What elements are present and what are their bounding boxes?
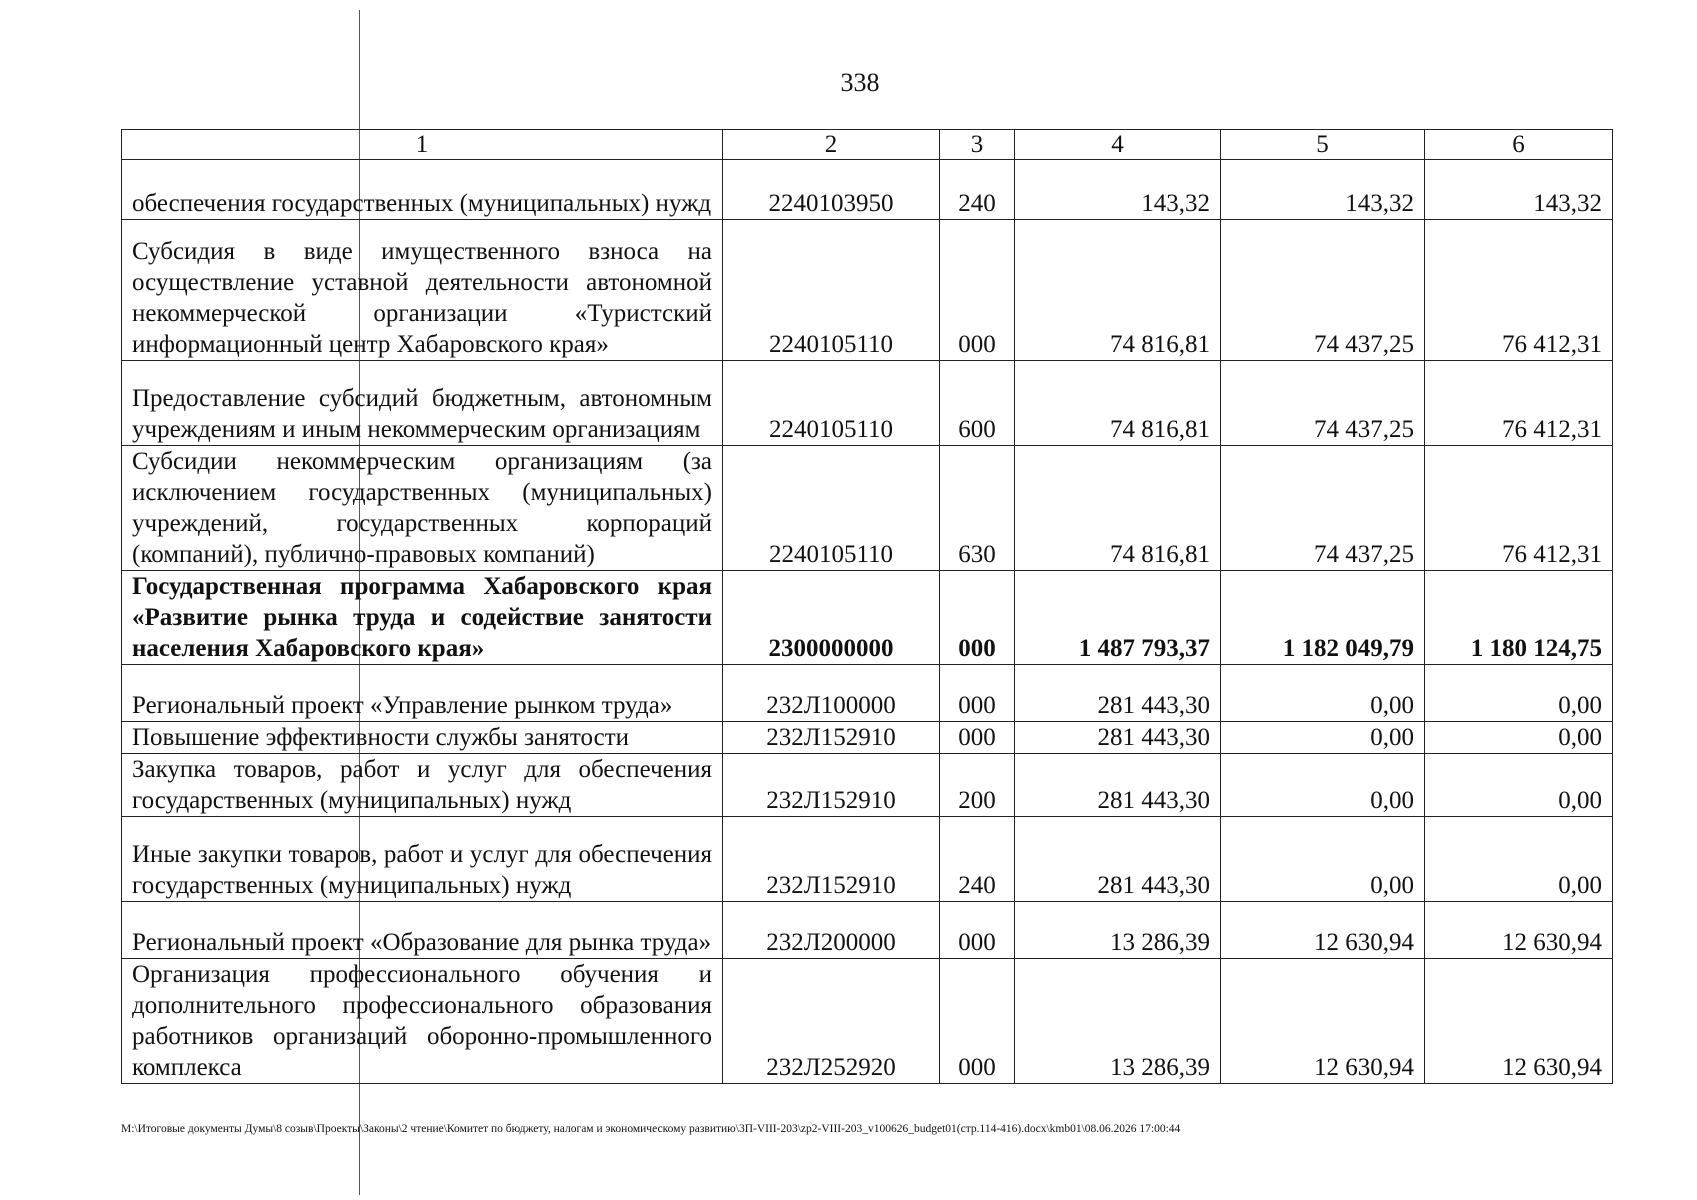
row-type-cell: 600	[940, 361, 1015, 446]
row-type-cell: 240	[940, 817, 1015, 902]
table-row	[122, 446, 1613, 571]
row-value-col6: 76 412,31	[1425, 361, 1613, 446]
row-name-cell: обеспечения государственных (муниципальных) нужд	[122, 160, 723, 220]
row-value-col4: 13 286,39	[1015, 902, 1221, 959]
row-value-col5: 143,32	[1221, 160, 1425, 220]
table-row	[122, 571, 1613, 665]
row-value-col4: 74 816,81	[1015, 446, 1221, 571]
row-value-col4: 74 816,81	[1015, 361, 1221, 446]
row-code-cell: 2300000000	[723, 571, 940, 665]
budget-table-body	[122, 130, 1613, 1084]
row-value-col6: 0,00	[1425, 754, 1613, 817]
row-name-cell: Организация профессионального обучения и дополнительного профессионального образования работников организаций оборонно-промышленного комплекса	[122, 959, 723, 1084]
row-value-col4: 13 286,39	[1015, 959, 1221, 1084]
row-value-col6: 76 412,31	[1425, 220, 1613, 361]
row-type-cell: 240	[940, 160, 1015, 220]
row-value-col6: 0,00	[1425, 817, 1613, 902]
row-name-cell: Повышение эффективности службы занятости	[122, 722, 723, 754]
row-type-cell: 000	[940, 571, 1015, 665]
row-type-cell: 200	[940, 754, 1015, 817]
row-value-col6: 1 180 124,75	[1425, 571, 1613, 665]
budget-table	[121, 129, 1613, 1084]
row-code-cell: 232Л152910	[723, 722, 940, 754]
row-value-col5: 0,00	[1221, 817, 1425, 902]
row-value-col4: 281 443,30	[1015, 754, 1221, 817]
row-code-cell: 2240103950	[723, 160, 940, 220]
row-code-cell: 232Л200000	[723, 902, 940, 959]
row-code-cell: 2240105110	[723, 220, 940, 361]
table-row	[122, 160, 1613, 220]
table-row	[122, 361, 1613, 446]
row-value-col5: 0,00	[1221, 754, 1425, 817]
row-code-cell: 232Л152910	[723, 754, 940, 817]
row-value-col4: 1 487 793,37	[1015, 571, 1221, 665]
row-value-col6: 12 630,94	[1425, 902, 1613, 959]
table-row	[122, 722, 1613, 754]
row-value-col5: 0,00	[1221, 665, 1425, 722]
row-code-cell: 232Л252920	[723, 959, 940, 1084]
column-header-6: 6	[1425, 130, 1613, 160]
row-name-cell: Региональный проект «Образование для рынка труда»	[122, 902, 723, 959]
row-name-cell: Субсидия в виде имущественного взноса на осуществление уставной деятельности автономной некоммерческой организации «Туристский информационный центр Хабаровского края»	[122, 220, 723, 361]
row-name-cell: Предоставление субсидий бюджетным, автономным учреждениям и иным некоммерческим организациям	[122, 361, 723, 446]
page-number: 338	[840, 68, 880, 97]
column-header-4: 4	[1015, 130, 1221, 160]
row-value-col4: 281 443,30	[1015, 722, 1221, 754]
table-row	[122, 754, 1613, 817]
row-value-col6: 0,00	[1425, 665, 1613, 722]
row-type-cell: 000	[940, 665, 1015, 722]
table-row	[122, 902, 1613, 959]
row-type-cell: 630	[940, 446, 1015, 571]
row-type-cell: 000	[940, 722, 1015, 754]
row-type-cell: 000	[940, 902, 1015, 959]
row-name-cell: Субсидии некоммерческим организациям (за исключением государственных (муниципальных) учреждений, государственных корпораций (компаний), публично-правовых компаний)	[122, 446, 723, 571]
column-header-2: 2	[723, 130, 940, 160]
file-path-footer: M:\Итоговые документы Думы\8 созыв\Проекты\Законы\2 чтение\Комитет по бюджету, налогам и экономическому развитию\3П-VIII-203\zp2-VIII-203_v100626_budget01(стр.114-416).docx\kmb01\08.06.2026 17:00:44	[121, 1123, 1181, 1135]
table-row	[122, 665, 1613, 722]
row-code-cell: 2240105110	[723, 446, 940, 571]
row-code-cell: 232Л152910	[723, 817, 940, 902]
row-value-col5: 12 630,94	[1221, 959, 1425, 1084]
table-header-row	[122, 130, 1613, 160]
row-value-col5: 74 437,25	[1221, 446, 1425, 571]
row-code-cell: 232Л100000	[723, 665, 940, 722]
row-code-cell: 2240105110	[723, 361, 940, 446]
column-header-3: 3	[940, 130, 1015, 160]
row-value-col4: 281 443,30	[1015, 665, 1221, 722]
row-type-cell: 000	[940, 220, 1015, 361]
row-value-col6: 0,00	[1425, 722, 1613, 754]
row-value-col4: 143,32	[1015, 160, 1221, 220]
row-value-col6: 12 630,94	[1425, 959, 1613, 1084]
row-value-col5: 1 182 049,79	[1221, 571, 1425, 665]
row-name-cell: Закупка товаров, работ и услуг для обеспечения государственных (муниципальных) нужд	[122, 754, 723, 817]
table-row	[122, 220, 1613, 361]
row-value-col4: 281 443,30	[1015, 817, 1221, 902]
column-header-1: 1	[122, 130, 723, 160]
row-value-col5: 74 437,25	[1221, 220, 1425, 361]
row-value-col5: 0,00	[1221, 722, 1425, 754]
row-name-cell: Региональный проект «Управление рынком труда»	[122, 665, 723, 722]
row-value-col4: 74 816,81	[1015, 220, 1221, 361]
row-type-cell: 000	[940, 959, 1015, 1084]
row-value-col6: 76 412,31	[1425, 446, 1613, 571]
table-row	[122, 817, 1613, 902]
row-name-cell: Иные закупки товаров, работ и услуг для обеспечения государственных (муниципальных) нужд	[122, 817, 723, 902]
row-name-cell: Государственная программа Хабаровского края «Развитие рынка труда и содействие занятости населения Хабаровского края»	[122, 571, 723, 665]
table-row	[122, 959, 1613, 1084]
row-value-col5: 74 437,25	[1221, 361, 1425, 446]
column-header-5: 5	[1221, 130, 1425, 160]
row-value-col5: 12 630,94	[1221, 902, 1425, 959]
row-value-col6: 143,32	[1425, 160, 1613, 220]
